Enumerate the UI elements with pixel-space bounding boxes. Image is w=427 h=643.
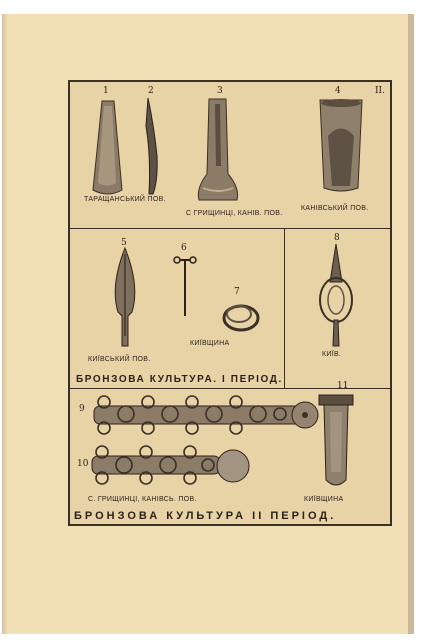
plate-number: II. [375, 86, 385, 96]
axe-1-image [88, 98, 128, 198]
item-number-5: 5 [121, 238, 127, 248]
divider-kyiv-box-top [284, 228, 390, 229]
axe-2-image [141, 96, 163, 198]
ornament-8-image [312, 242, 360, 352]
spiral-plaque-10-image [88, 440, 252, 490]
section-title-period-1: БРОНЗОВА КУЛЬТУРА. І ПЕРІОД. [76, 374, 283, 385]
axe-3-image [195, 96, 241, 206]
section-title-period-2: БРОНЗОВА КУЛЬТУРА ІІ ПЕРІОД. [74, 510, 337, 522]
caption-kyiv-region-2: КИЇВЩИНА [304, 496, 344, 503]
item-number-3: 3 [217, 86, 223, 96]
item-number-11: 11 [337, 381, 349, 391]
item-number-2: 2 [148, 86, 154, 96]
socketed-axe-11-image [316, 392, 356, 496]
caption-kyiv-district: КИЇВСЬКИЙ ПОВ. [88, 356, 151, 363]
ring-7-image [220, 296, 262, 334]
spiral-plaque-9-image [90, 392, 320, 438]
item-number-6: 6 [181, 243, 187, 253]
item-number-7: 7 [234, 287, 240, 297]
caption-kyiv-city: КИЇВ. [322, 351, 342, 358]
pin-6-image [172, 254, 198, 320]
divider-period-1 [70, 228, 284, 229]
item-number-9: 9 [79, 404, 85, 414]
caption-hryshchyntsi-top: С ГРИЩИНЦІ, КАНІВ. ПОВ. [186, 210, 283, 217]
socketed-axe-4-image [316, 96, 366, 196]
page-gutter-shadow [2, 14, 8, 634]
item-number-1: 1 [103, 86, 109, 96]
caption-tarashcha: ТАРАЩАНСЬКИЙ ПОВ. [84, 196, 166, 203]
divider-kyiv-box-left [284, 228, 285, 388]
item-number-4: 4 [335, 86, 341, 96]
item-number-10: 10 [77, 459, 89, 469]
caption-kaniv: КАНІВСЬКИЙ ПОВ. [301, 205, 369, 212]
caption-hryshchyntsi-bottom: С. ГРИЩИНЦІ, КАНІВСЬ. ПОВ. [88, 496, 197, 503]
spearhead-5-image [108, 246, 142, 350]
caption-kyiv-region-1: КИЇВЩИНА [190, 340, 230, 347]
item-number-8: 8 [334, 233, 340, 243]
